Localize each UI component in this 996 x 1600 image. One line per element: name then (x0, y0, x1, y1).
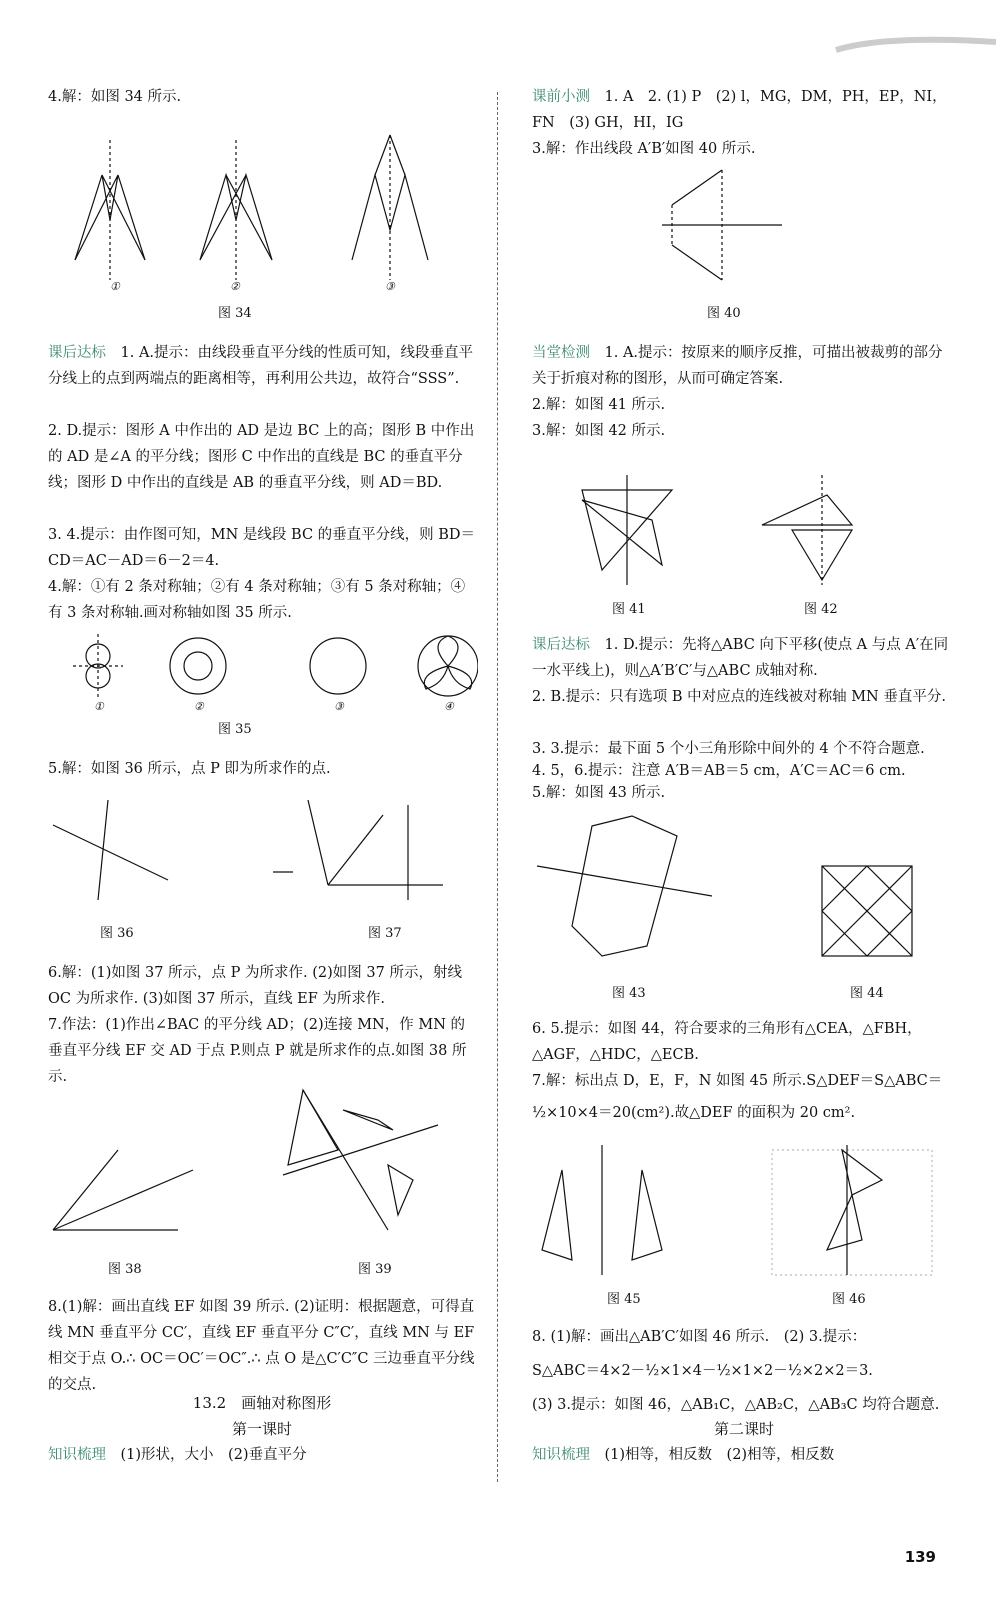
answer-r-after-6: 6. 5.提示：如图 44，符合要求的三角形有△CEA，△FBH，△AGF，△HDC，△ECB. (532, 1021, 922, 1063)
fig45-caption: 图 45 (607, 1292, 641, 1307)
lesson-title-2: 第二课时 (713, 1420, 774, 1438)
column-divider (497, 92, 498, 1482)
answer-8: 8.(1)解：画出直线 EF 如图 39 所示. (2)证明：根据题意，可得直线 MN 垂直平分 CC′，直线 EF 垂直平分 C″C′，直线 MN 与 EF 相交于点 O.∴ OC＝OC′＝OC″.∴ 点 O 是△C′C″C 三边垂直平分线的交点. (48, 1299, 475, 1393)
pre-class-text: 1. A 2. (1) P (2) l，MG，DM，PH，EP，NI，FN (3) GH，HI，IG (532, 89, 947, 131)
answer-r-after-3: 3. 3.提示：最下面 5 个小三角形除中间外的 4 个不符合题意. (532, 741, 925, 757)
after-class-r1 (532, 632, 956, 684)
tag-in-class: 当堂检测 (532, 345, 590, 361)
answer-3: 3. 4.提示：由作图可知，MN 是线段 BC 的垂直平分线，则 BD＝CD＝AC－AD＝6－2＝4. (48, 527, 476, 569)
fig34-label-3: ③ (385, 280, 395, 293)
answer-r-after-5: 5.解：如图 43 所示. (532, 785, 666, 801)
answer-4-fig34: 4.解：如图 34 所示. (48, 89, 182, 105)
fig42-caption: 图 42 (804, 602, 838, 617)
tag-pre-class: 课前小测 (532, 89, 590, 105)
lesson-title-1: 第一课时 (231, 1420, 292, 1438)
answer-5: 5.解：如图 36 所示，点 P 即为所求作的点. (48, 761, 331, 777)
answer-text: 1. A.提示：由线段垂直平分线的性质可知，线段垂直平分线上的点到两端点的距离相等，再利用公共边，故符合“SSS”. (48, 345, 474, 387)
fig40-caption: 图 40 (707, 306, 741, 321)
fig35-label-1: ① (94, 700, 104, 713)
fig34-label-2: ② (230, 280, 240, 293)
answer-r-3: 3.解：如图 42 所示. (532, 423, 666, 439)
answer-after-class-1 (48, 340, 476, 392)
fig44-caption: 图 44 (850, 986, 884, 1001)
figure-34 (60, 130, 480, 300)
answer-r-after-8c: (3) 3.提示：如图 46，△AB₁C，△AB₂C，△AB₃C 均符合题意. (532, 1397, 940, 1413)
in-class-check (532, 340, 956, 392)
figure-40 (652, 165, 812, 295)
answer-4-axes: 4.解：①有 2 条对称轴；②有 4 条对称轴；③有 5 条对称轴；④有 3 条对称轴.画对称轴如图 35 所示. (48, 579, 466, 621)
knowledge-text: (1)形状，大小 (2)垂直平分 (120, 1447, 307, 1463)
fig35-label-2: ② (194, 700, 204, 713)
answer-r-after-7b: ½×10×4＝20(cm²).故△DEF 的面积为 20 cm². (532, 1105, 856, 1121)
answer-r-after-7: 7.解：标出点 D，E，F，N 如图 45 所示.S△DEF＝S△ABC＝ (532, 1073, 943, 1089)
after-class-r-text: 1. D.提示：先将△ABC 向下平移(使点 A 与点 A′在同一水平线上)，则△A′B′C′与△ABC 成轴对称. (532, 637, 949, 679)
fig38-caption: 图 38 (108, 1262, 142, 1277)
answer-r-after-8: 8. (1)解：画出△AB′C′如图 46 所示. (2) 3.提示： (532, 1329, 867, 1345)
answer-r-after-2: 2. B.提示：只有选项 B 中对应点的连线被对称轴 MN 垂直平分. (532, 689, 946, 705)
fig39-caption: 图 39 (358, 1262, 392, 1277)
fig34-caption: 图 34 (218, 306, 252, 321)
answer-r-after-4: 4. 5，6.提示：注意 A′B＝AB＝5 cm，A′C＝AC＝6 cm. (532, 763, 906, 779)
figure-38-39 (48, 1080, 478, 1250)
page-number: 139 (904, 1548, 936, 1566)
figure-35 (58, 624, 478, 714)
fig36-caption: 图 36 (100, 926, 134, 941)
answer-6: 6.解：(1)如图 37 所示，点 P 为所求作. (2)如图 37 所示，射线 OC 为所求作. (3)如图 37 所示，直线 EF 为所求作. (48, 965, 462, 1007)
knowledge-summary-1 (48, 1442, 307, 1468)
tag-after-class: 课后达标 (48, 345, 106, 361)
figure-43-44 (532, 806, 956, 976)
tag-knowledge-2: 知识梳理 (532, 1447, 590, 1463)
fig34-label-1: ① (110, 280, 120, 293)
answer-r3: 3.解：作出线段 A′B′如图 40 所示. (532, 141, 756, 157)
answer-2: 2. D.提示：图形 A 中作出的 AD 是边 BC 上的高；图形 B 中作出的 AD 是∠A 的平分线；图形 C 中作出的直线是 BC 的垂直平分线；图形 D 中作出的直线是 AB 的垂直平分线，则 AD＝BD. (48, 423, 475, 491)
fig35-label-4: ④ (444, 700, 454, 713)
answer-7: 7.作法：(1)作出∠BAC 的平分线 AD；(2)连接 MN，作 MN 的垂直平分线 EF 交 AD 于点 P.则点 P 就是所求作的点.如图 38 所示. (48, 1017, 467, 1085)
fig46-caption: 图 46 (832, 1292, 866, 1307)
pre-class-quiz (532, 84, 956, 136)
section-title: 13.2 画轴对称图形 (192, 1394, 332, 1412)
knowledge-text-2: (1)相等，相反数 (2)相等，相反数 (604, 1447, 835, 1463)
fig35-caption: 图 35 (218, 722, 252, 737)
fig43-caption: 图 43 (612, 986, 646, 1001)
figure-45-46 (532, 1140, 956, 1280)
fig41-caption: 图 41 (612, 602, 646, 617)
in-class-text: 1. A.提示：按原来的顺序反推，可描出被裁剪的部分关于折痕对称的图形，从而可确定答案. (532, 345, 943, 387)
fig37-caption: 图 37 (368, 926, 402, 941)
tag-after-class-r: 课后达标 (532, 637, 590, 653)
fig35-label-3: ③ (334, 700, 344, 713)
header-decoration (826, 30, 996, 60)
knowledge-summary-2 (532, 1442, 834, 1468)
answer-r-after-8b: S△ABC＝4×2－½×1×4－½×1×2－½×2×2＝3. (532, 1363, 873, 1379)
figure-36-37 (48, 790, 478, 920)
answer-r-2: 2.解：如图 41 所示. (532, 397, 666, 413)
figure-41-42 (562, 470, 942, 590)
tag-knowledge: 知识梳理 (48, 1447, 106, 1463)
